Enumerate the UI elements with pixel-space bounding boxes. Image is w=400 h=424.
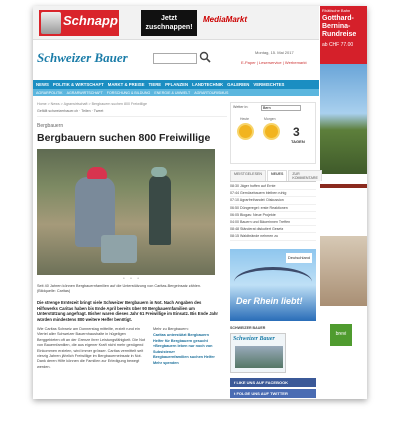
ad-brand-text: Schnapp (63, 13, 118, 28)
related-title: Mehr zu Bergbauern: (153, 327, 189, 331)
site-header (33, 40, 319, 80)
page-title: Bergbauern suchen 800 Freiwillige (37, 132, 211, 144)
skyscraper-ad[interactable] (320, 6, 367, 399)
list-item[interactable]: 04:00 Bauern und Bäuerinnen Treffen (230, 219, 316, 226)
news-tabs (230, 170, 316, 182)
subnav-item[interactable]: AGRARPOLITIK (36, 90, 63, 95)
weather-label: Wetter in: (233, 105, 249, 109)
ad-partner-logo: MediaMarkt (203, 15, 248, 24)
nav-item-vermischtes[interactable]: VERMISCHTES (253, 82, 285, 87)
list-item[interactable]: 06:05 Biogas: Neue Projekte (230, 212, 316, 219)
rhein-ad-text: Der Rhein liebt! (236, 295, 303, 306)
list-item[interactable]: 06:50 Düngeregel: erste Reaktionen (230, 205, 316, 212)
main-nav (33, 80, 319, 89)
photo-caption: Seit 40 Jahren können Bergbauernfamilien auf die Unterstützung von Caritas-Bergeinsatz zählen. (Bildquelle: Caritas) (37, 284, 201, 293)
subnav-item[interactable]: AGRARTOURISMUS (194, 90, 229, 95)
sun-icon (239, 125, 252, 138)
social-buttons[interactable]: Gefällt schweizerbauer.ch · Teilen · Tweet (37, 109, 227, 117)
magazine-image (235, 346, 283, 368)
nav-item-pflanzen[interactable]: PFLANZEN (165, 82, 189, 87)
coaster-shape (234, 267, 312, 297)
nav-item-news[interactable]: NEWS (36, 82, 49, 87)
top-ad-banner[interactable] (33, 6, 319, 40)
forecast-days-number[interactable]: 3 (293, 125, 300, 139)
list-item[interactable]: 08:15 Waldbrände nehmen zu (230, 233, 316, 240)
news-list (230, 183, 316, 241)
browser-page (33, 6, 367, 399)
sub-nav (33, 89, 319, 96)
subnav-item[interactable]: FORSCHUNG & BILDUNG (106, 90, 151, 95)
search-icon[interactable] (199, 51, 211, 63)
related-box (153, 327, 227, 367)
schnapp-ad[interactable] (39, 10, 119, 36)
related-link[interactable]: Caritas unterstützt Bergbauern (153, 333, 209, 337)
sky-ad-price: ab CHF 77.00 (322, 42, 354, 48)
nav-item-landtechnik[interactable]: LANDTECHNIK (192, 82, 224, 87)
rhein-ad[interactable] (230, 249, 316, 321)
article-photo[interactable] (37, 149, 215, 275)
forecast-days-label[interactable]: TAGEN (291, 139, 305, 144)
brevi-logo: brevi (330, 324, 352, 346)
water-tub (101, 235, 137, 263)
list-item[interactable]: 08:48 Ständerat diskutiert Gesetz (230, 226, 316, 233)
nav-item-politik[interactable]: POLITIK & WIRTSCHAFT (52, 82, 104, 87)
nav-item-galerien[interactable]: GALERIEN (227, 82, 250, 87)
breadcrumb[interactable]: Home > News > Agrarwirtschaft > Bergbauern suchen 800 Freiwillige (37, 102, 147, 106)
weather-widget (230, 102, 316, 164)
helper-cap (151, 167, 167, 177)
ad-cta-button[interactable]: Jetzt zuschnappen! (141, 10, 197, 36)
location-select[interactable]: Bern (261, 105, 301, 111)
tab-neues[interactable]: NEUES (267, 170, 287, 181)
tab-meistgelesen[interactable]: MEISTGELESEN (230, 170, 266, 181)
related-link[interactable]: Bergbauernfamilien suchen Helfer (153, 355, 215, 360)
subnav-item[interactable]: ENERGIE & UMWELT (154, 90, 191, 95)
list-item[interactable]: 07:10 Agrarfreihandel: Diskussion (230, 197, 316, 204)
people-image (320, 236, 367, 306)
train-image (320, 64, 367, 174)
right-column (230, 102, 316, 398)
article-body: Wie Caritas Schweiz am Donnerstag mitteilte, erzielt rund ein Viertel aller Schweizer Bauernhaushalte in hügeligen Berggebieten oft an der Grenze ihrer Leistungsfähigkeit. Die Not von Bauernfamilien, die aus eigener Kraft nicht mehr genügend Einkommen erzielen, wird immer grösser. Caritas vermittelt seit vierzig Jahren jährlich Freiwillige im Bergbauerneinsatz in Not. Dank deren Hilfe können die Familien zur Erledigung bewegt werden. (37, 327, 146, 369)
nav-item-markt[interactable]: MARKT & PREISE (107, 82, 145, 87)
subnav-item[interactable]: AGRARWIRTSCHAFT (66, 90, 103, 95)
related-link[interactable]: Mehr spenden (153, 360, 179, 365)
article-kicker: Bergbauern (37, 123, 64, 129)
current-date: Montag, 15. Mai 2017 (255, 50, 294, 55)
tab-kommentare[interactable]: ZUR KOMMENTARE (288, 170, 321, 181)
section-label: SCHWEIZER BAUER (230, 325, 266, 330)
search-input[interactable] (153, 53, 197, 64)
ad-product-image (41, 12, 61, 34)
list-item[interactable]: 08:30 Jäger hoffen auf Ernte (230, 183, 316, 190)
article-body-area (37, 327, 227, 387)
facebook-button[interactable]: f LIKE UNS AUF FACEBOOK (230, 378, 316, 387)
weather-day: Morgen (264, 117, 276, 121)
site-logo[interactable]: Schweizer Bauer (37, 50, 128, 65)
weather-day: Heute (240, 117, 250, 121)
bridge-shape (320, 184, 367, 204)
related-link[interactable]: Helfer für Bergbauern gesucht (153, 338, 208, 343)
article-lead: Die strenge Erntezeit bringt viele Schweizer Bergbauern in Not. Nach Angaben des Hilfswerks Caritas haben bis Ende April bereits über 90 Bergbauernfamilien um Unterstützung angefragt. Bisher waren dieses Jahr 61 Freiwillige im Einsatz. Bis Ende Jahr würden mindestens 800 weitere Helfer benötigt. (37, 300, 219, 322)
sky-ad-header[interactable] (320, 6, 367, 64)
ad-badge: Deutschland (286, 253, 312, 263)
article (37, 102, 227, 387)
red-cap (87, 167, 107, 179)
sun-icon (265, 125, 278, 138)
helper-figure (149, 175, 171, 245)
sky-ad-title: Gotthard-Bernina-Rundreise (322, 15, 357, 38)
magazine-logo: Schweizer Bauer (233, 335, 275, 342)
list-item[interactable]: 07:44 Gemüsebauern bleiben ruhig (230, 190, 316, 197)
magazine-thumbnail[interactable] (230, 333, 286, 373)
sky-ad-operator: Rhätische Bahn (322, 8, 351, 13)
related-link[interactable]: «Bergbauern leben nur noch von Subsistenz» (153, 344, 213, 354)
carousel-dots[interactable]: • • • (122, 276, 142, 282)
twitter-button[interactable]: t FOLGE UNS AUF TWITTER (230, 389, 316, 398)
header-links[interactable]: E-Paper | Leserservice | Werbemarkt (241, 60, 307, 65)
nav-item-tiere[interactable]: TIERE (148, 82, 162, 87)
